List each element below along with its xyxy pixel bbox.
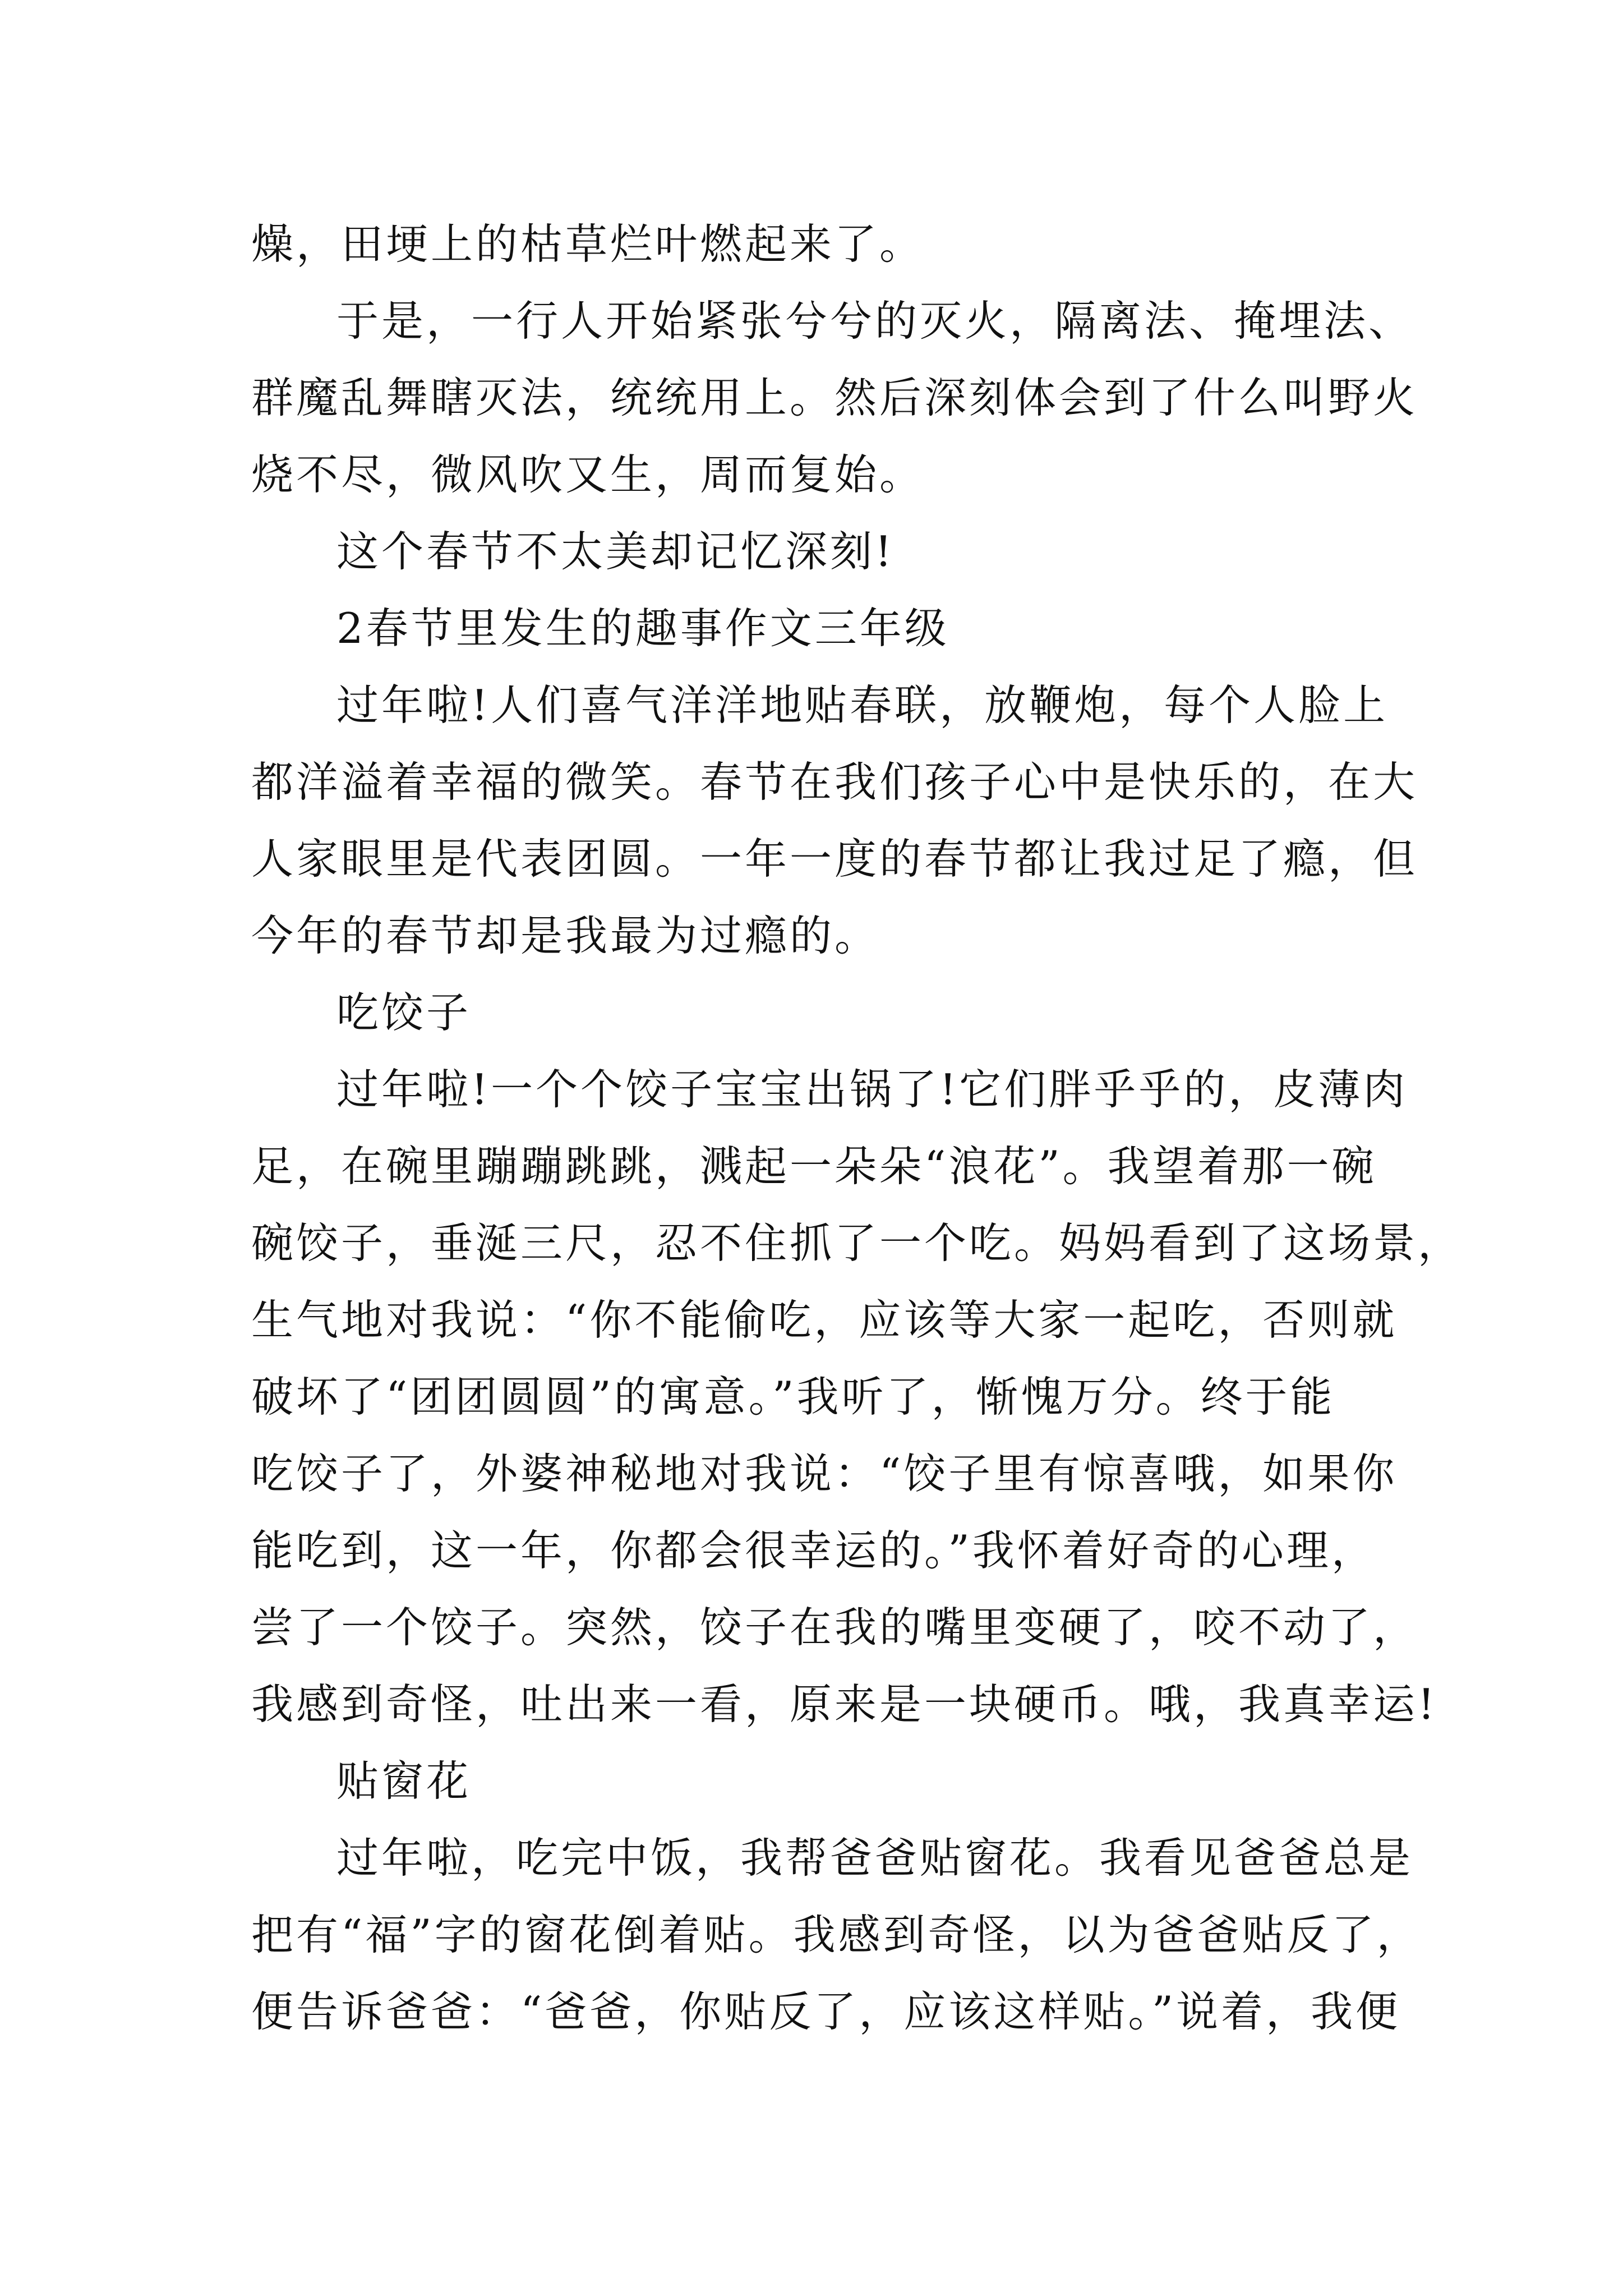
text-line: 燥，田埂上的枯草烂叶燃起来了。 [251, 219, 925, 269]
section-heading: 2春节里发生的趣事作文三年级 [336, 604, 949, 653]
subsection-heading: 吃饺子 [336, 988, 472, 1037]
text-line: 便告诉爸爸：“爸爸，你贴反了，应该这样贴。”说着，我便 [251, 1987, 1401, 2036]
text-line: 过年啦!人们喜气洋洋地贴春联，放鞭炮，每个人脸上 [336, 680, 1389, 730]
text-line: 今年的春节却是我最为过瘾的。 [251, 911, 880, 960]
text-line: 足，在碗里蹦蹦跳跳，溅起一朵朵“浪花”。我望着那一碗 [251, 1142, 1377, 1191]
text-line: 破坏了“团团圆圆”的寓意。”我听了，惭愧万分。终于能 [251, 1372, 1335, 1421]
text-line: 群魔乱舞瞎灭法，统统用上。然后深刻体会到了什么叫野火 [251, 373, 1418, 422]
text-line: 都洋溢着幸福的微笑。春节在我们孩子心中是快乐的，在大 [251, 757, 1418, 807]
text-line: 过年啦，吃完中饭，我帮爸爸贴窗花。我看见爸爸总是 [336, 1833, 1414, 1883]
text-line: 我感到奇怪，吐出来一看，原来是一块硬币。哦，我真幸运! [251, 1680, 1438, 1729]
text-line: 吃饺子了，外婆神秘地对我说：“饺子里有惊喜哦，如果你 [251, 1449, 1398, 1498]
text-line: 于是，一行人开始紧张兮兮的灭火，隔离法、掩埋法、 [336, 296, 1414, 346]
text-line: 把有“福”字的窗花倒着贴。我感到奇怪，以为爸爸贴反了， [251, 1910, 1422, 1959]
text-line: 烧不尽，微风吹又生，周而复始。 [251, 450, 925, 499]
text-line: 能吃到，这一年，你都会很幸运的。”我怀着好奇的心理， [251, 1526, 1376, 1575]
text-line: 人家眼里是代表团圆。一年一度的春节都让我过足了瘾，但 [251, 834, 1418, 884]
text-line: 生气地对我说：“你不能偷吃，应该等大家一起吃，否则就 [251, 1295, 1398, 1345]
text-line: 过年啦!一个个饺子宝宝出锅了!它们胖乎乎的，皮薄肉 [336, 1065, 1408, 1114]
text-line: 尝了一个饺子。突然，饺子在我的嘴里变硬了，咬不动了， [251, 1603, 1418, 1652]
text-line: 碗饺子，垂涎三尺，忍不住抓了一个吃。妈妈看到了这场景， [251, 1218, 1463, 1268]
text-line: 这个春节不太美却记忆深刻! [336, 527, 895, 576]
subsection-heading: 贴窗花 [336, 1756, 472, 1806]
